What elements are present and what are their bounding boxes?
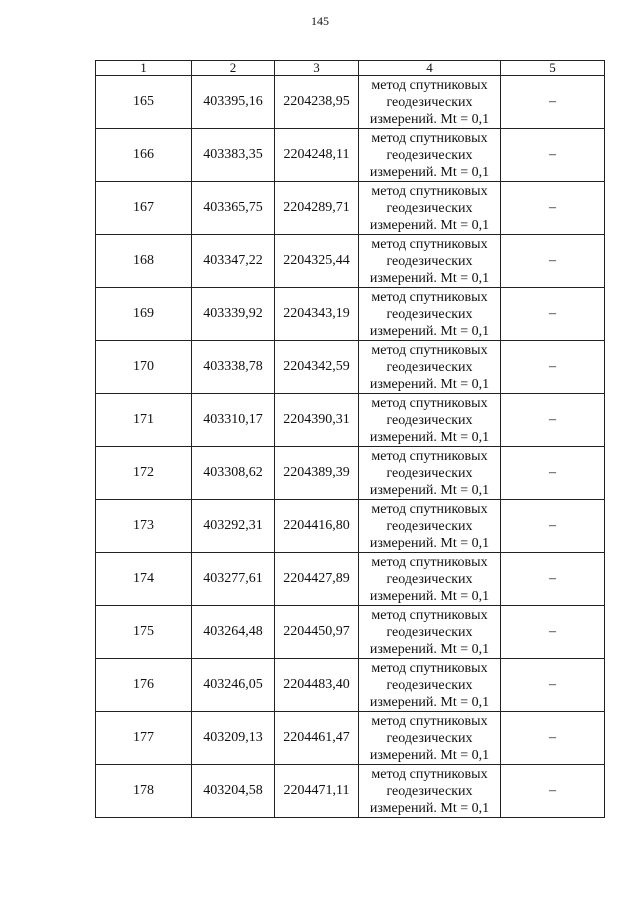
method-line: метод спутниковых <box>371 289 488 305</box>
x-coordinate-cell: 403308,62 <box>192 447 275 500</box>
method-line: геодезических <box>386 147 473 163</box>
method-line: геодезических <box>386 518 473 534</box>
table-row <box>96 129 605 182</box>
point-number-cell: 178 <box>96 765 192 818</box>
x-coordinate-cell: 403347,22 <box>192 235 275 288</box>
method-line: геодезических <box>386 306 473 322</box>
table-row <box>96 553 605 606</box>
method-line: метод спутниковых <box>371 183 488 199</box>
method-cell <box>359 394 501 447</box>
y-coordinate-cell: 2204389,39 <box>275 447 359 500</box>
point-number-cell: 174 <box>96 553 192 606</box>
y-coordinate-cell: 2204483,40 <box>275 659 359 712</box>
method-cell <box>359 182 501 235</box>
x-coordinate-cell: 403395,16 <box>192 76 275 129</box>
table-row <box>96 341 605 394</box>
table-header-row <box>96 61 605 76</box>
method-line: геодезических <box>386 465 473 481</box>
x-coordinate-cell: 403292,31 <box>192 500 275 553</box>
method-line: измерений. Mt = 0,1 <box>369 641 490 657</box>
method-line: геодезических <box>386 412 473 428</box>
method-cell <box>359 447 501 500</box>
point-number-cell: 172 <box>96 447 192 500</box>
coordinates-table <box>95 60 605 818</box>
method-line: метод спутниковых <box>371 342 488 358</box>
note-cell: – <box>501 288 605 341</box>
table-row <box>96 712 605 765</box>
method-cell <box>359 129 501 182</box>
method-line: измерений. Mt = 0,1 <box>369 164 490 180</box>
method-line: метод спутниковых <box>371 554 488 570</box>
method-line: метод спутниковых <box>371 766 488 782</box>
column-header-4: 4 <box>359 61 501 76</box>
x-coordinate-cell: 403338,78 <box>192 341 275 394</box>
method-line: метод спутниковых <box>371 236 488 252</box>
note-cell: – <box>501 76 605 129</box>
point-number-cell: 171 <box>96 394 192 447</box>
point-number-cell: 169 <box>96 288 192 341</box>
table-row <box>96 182 605 235</box>
y-coordinate-cell: 2204248,11 <box>275 129 359 182</box>
y-coordinate-cell: 2204461,47 <box>275 712 359 765</box>
method-line: измерений. Mt = 0,1 <box>369 747 490 763</box>
column-header-5: 5 <box>501 61 605 76</box>
column-header-2: 2 <box>192 61 275 76</box>
method-line: метод спутниковых <box>371 77 488 93</box>
method-line: измерений. Mt = 0,1 <box>369 111 490 127</box>
x-coordinate-cell: 403209,13 <box>192 712 275 765</box>
method-line: измерений. Mt = 0,1 <box>369 217 490 233</box>
method-line: метод спутниковых <box>371 660 488 676</box>
method-line: метод спутниковых <box>371 501 488 517</box>
y-coordinate-cell: 2204427,89 <box>275 553 359 606</box>
method-line: метод спутниковых <box>371 448 488 464</box>
column-header-3: 3 <box>275 61 359 76</box>
x-coordinate-cell: 403339,92 <box>192 288 275 341</box>
method-cell <box>359 288 501 341</box>
method-line: измерений. Mt = 0,1 <box>369 535 490 551</box>
method-line: метод спутниковых <box>371 713 488 729</box>
method-line: измерений. Mt = 0,1 <box>369 429 490 445</box>
method-line: геодезических <box>386 253 473 269</box>
y-coordinate-cell: 2204238,95 <box>275 76 359 129</box>
note-cell: – <box>501 235 605 288</box>
method-line: измерений. Mt = 0,1 <box>369 800 490 816</box>
x-coordinate-cell: 403277,61 <box>192 553 275 606</box>
x-coordinate-cell: 403365,75 <box>192 182 275 235</box>
x-coordinate-cell: 403383,35 <box>192 129 275 182</box>
table-row <box>96 288 605 341</box>
note-cell: – <box>501 606 605 659</box>
y-coordinate-cell: 2204325,44 <box>275 235 359 288</box>
table-row <box>96 500 605 553</box>
table-row <box>96 447 605 500</box>
method-cell <box>359 659 501 712</box>
note-cell: – <box>501 129 605 182</box>
x-coordinate-cell: 403204,58 <box>192 765 275 818</box>
note-cell: – <box>501 500 605 553</box>
method-cell <box>359 341 501 394</box>
point-number-cell: 168 <box>96 235 192 288</box>
point-number-cell: 165 <box>96 76 192 129</box>
note-cell: – <box>501 447 605 500</box>
method-cell <box>359 235 501 288</box>
y-coordinate-cell: 2204342,59 <box>275 341 359 394</box>
point-number-cell: 166 <box>96 129 192 182</box>
point-number-cell: 173 <box>96 500 192 553</box>
method-line: измерений. Mt = 0,1 <box>369 482 490 498</box>
point-number-cell: 170 <box>96 341 192 394</box>
table-row <box>96 394 605 447</box>
note-cell: – <box>501 765 605 818</box>
method-line: измерений. Mt = 0,1 <box>369 694 490 710</box>
y-coordinate-cell: 2204471,11 <box>275 765 359 818</box>
method-cell <box>359 765 501 818</box>
note-cell: – <box>501 553 605 606</box>
point-number-cell: 177 <box>96 712 192 765</box>
method-cell <box>359 553 501 606</box>
page-number: 145 <box>311 14 329 28</box>
y-coordinate-cell: 2204343,19 <box>275 288 359 341</box>
method-line: метод спутниковых <box>371 130 488 146</box>
y-coordinate-cell: 2204289,71 <box>275 182 359 235</box>
method-line: геодезических <box>386 730 473 746</box>
note-cell: – <box>501 182 605 235</box>
method-line: геодезических <box>386 783 473 799</box>
method-cell <box>359 606 501 659</box>
table-row <box>96 235 605 288</box>
method-line: геодезических <box>386 359 473 375</box>
method-line: метод спутниковых <box>371 607 488 623</box>
note-cell: – <box>501 712 605 765</box>
note-cell: – <box>501 341 605 394</box>
table-row <box>96 76 605 129</box>
point-number-cell: 175 <box>96 606 192 659</box>
point-number-cell: 176 <box>96 659 192 712</box>
x-coordinate-cell: 403246,05 <box>192 659 275 712</box>
method-line: измерений. Mt = 0,1 <box>369 270 490 286</box>
method-line: геодезических <box>386 624 473 640</box>
method-line: метод спутниковых <box>371 395 488 411</box>
y-coordinate-cell: 2204390,31 <box>275 394 359 447</box>
table-row <box>96 765 605 818</box>
method-line: измерений. Mt = 0,1 <box>369 588 490 604</box>
method-line: геодезических <box>386 200 473 216</box>
note-cell: – <box>501 659 605 712</box>
table-row <box>96 659 605 712</box>
y-coordinate-cell: 2204416,80 <box>275 500 359 553</box>
method-cell <box>359 76 501 129</box>
x-coordinate-cell: 403310,17 <box>192 394 275 447</box>
note-cell: – <box>501 394 605 447</box>
method-line: измерений. Mt = 0,1 <box>369 323 490 339</box>
method-line: геодезических <box>386 571 473 587</box>
table-body <box>96 76 605 818</box>
method-line: измерений. Mt = 0,1 <box>369 376 490 392</box>
method-cell <box>359 500 501 553</box>
table-row <box>96 606 605 659</box>
method-line: геодезических <box>386 94 473 110</box>
x-coordinate-cell: 403264,48 <box>192 606 275 659</box>
point-number-cell: 167 <box>96 182 192 235</box>
method-line: геодезических <box>386 677 473 693</box>
method-cell <box>359 712 501 765</box>
column-header-1: 1 <box>96 61 192 76</box>
y-coordinate-cell: 2204450,97 <box>275 606 359 659</box>
